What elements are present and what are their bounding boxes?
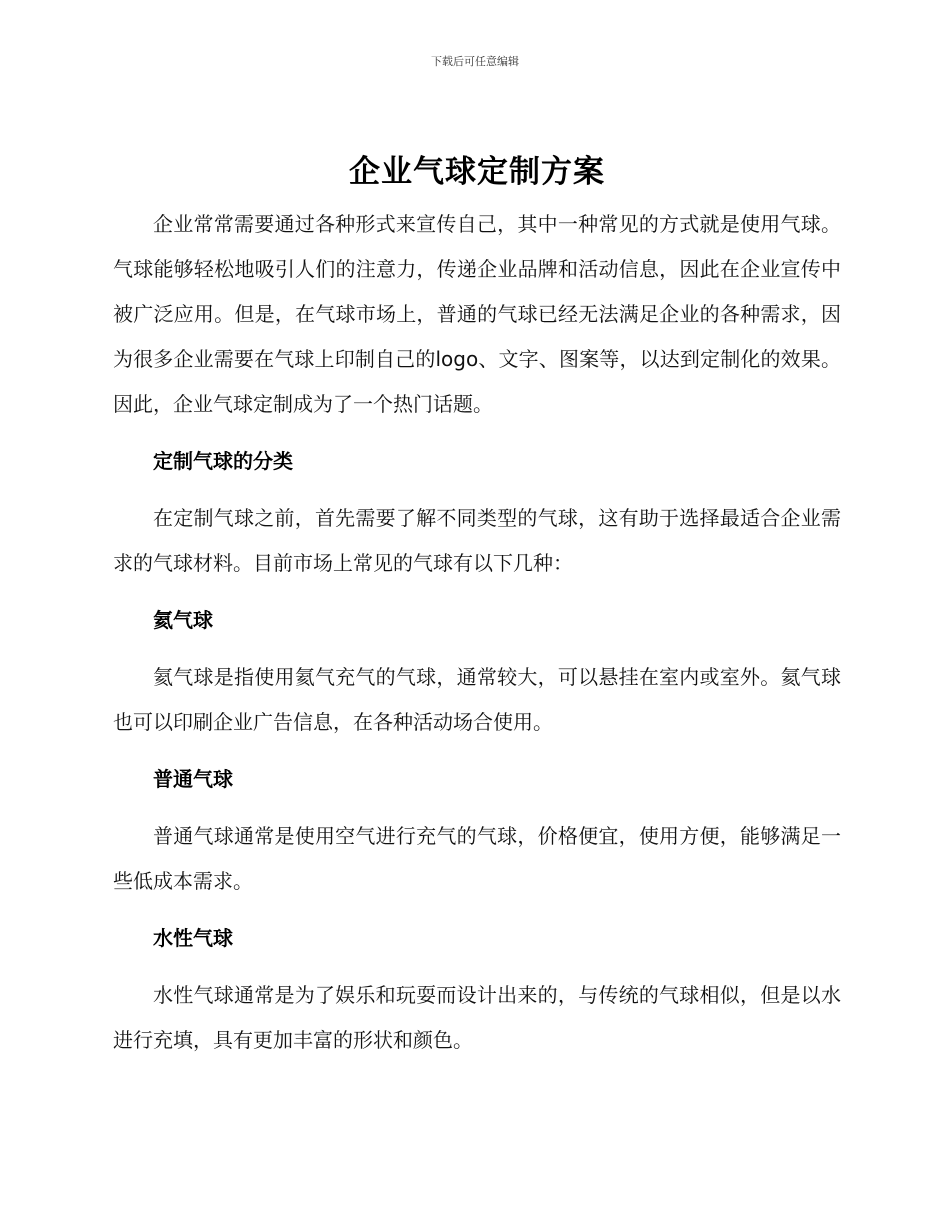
document-body [113,150,841,1075]
section-heading-categories: 定制气球的分类 [153,449,293,473]
type-paragraph-helium: 氦气球是指使用氦气充气的气球，通常较大，可以悬挂在室内或室外。氦气球也可以印刷企业广告信息，在各种活动场合使用。 [113,665,841,734]
type-heading-helium: 氦气球 [153,608,213,632]
type-heading-water: 水性气球 [153,926,233,950]
intro-paragraph: 企业常常需要通过各种形式来宣传自己，其中一种常见的方式就是使用气球。气球能够轻松地吸引人们的注意力，传递企业品牌和活动信息，因此在企业宣传中被广泛应用。但是，在气球市场上，普通的气球已经无法满足企业的各种需求，因为很多企业需要在气球上印制自己的logo、文字、图案等，以达到定制化的效果。因此，企业气球定制成为了一个热门话题。 [113,212,841,416]
header-note: 下载后可任意编辑 [431,55,519,68]
document-title: 企业气球定制方案 [349,154,605,190]
section-paragraph-categories: 在定制气球之前，首先需要了解不同类型的气球，这有助于选择最适合企业需求的气球材料。目前市场上常见的气球有以下几种： [113,506,841,575]
type-paragraph-water: 水性气球通常是为了娱乐和玩耍而设计出来的，与传统的气球相似，但是以水进行充填，具有更加丰富的形状和颜色。 [113,983,841,1052]
type-paragraph-regular: 普通气球通常是使用空气进行充气的气球，价格便宜，使用方便，能够满足一些低成本需求。 [113,824,841,893]
type-heading-regular: 普通气球 [153,767,233,791]
